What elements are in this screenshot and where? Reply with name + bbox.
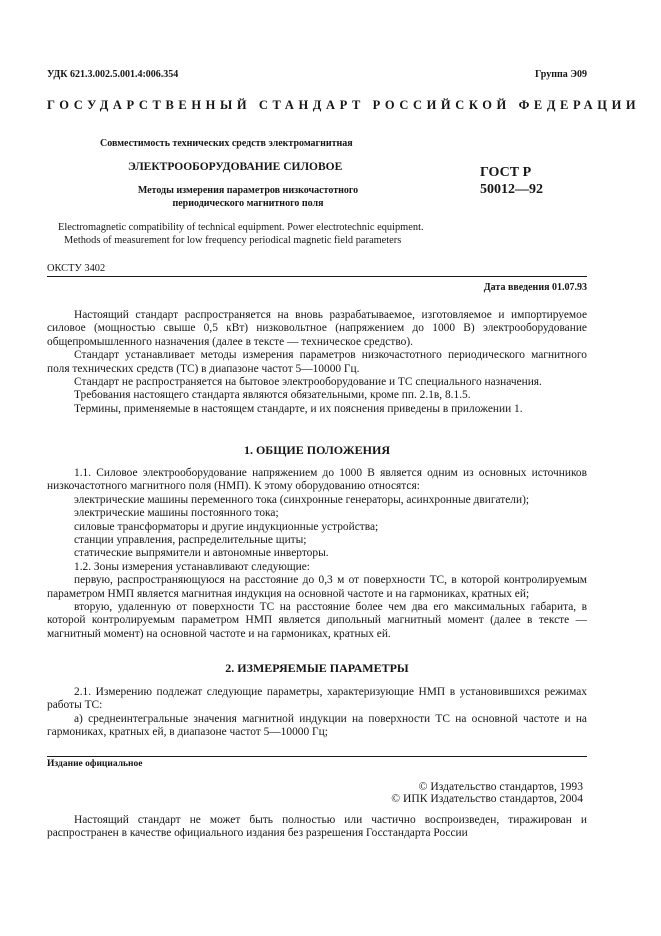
copyright-2004: © ИПК Издательство стандартов, 2004: [391, 792, 583, 805]
title-line-equipment: ЭЛЕКТРООБОРУДОВАНИЕ СИЛОВОЕ: [128, 161, 343, 173]
equipment-list-item: силовые трансформаторы и другие индукционные устройства;: [74, 520, 379, 533]
okstu-code: ОКСТУ 3402: [47, 263, 106, 274]
equipment-list-item: электрические машины постоянного тока;: [74, 507, 279, 520]
intro-paragraph: Стандарт не распространяется на бытовое электрооборудование и ТС специального назначения.: [74, 376, 542, 389]
gost-label: ГОСТ Р: [480, 165, 532, 180]
english-title-b: Methods of measurement for low frequency periodical magnetic field parameters: [64, 235, 402, 246]
section1-paragraph: 1.2. Зоны измерения устанавливают следующие:: [74, 560, 310, 573]
section1-paragraph: 1.1. Силовое электрооборудование напряжением до 1000 В является одним из основных источников низкочастотного магнитного поля (НМП). К этому оборудованию относятся:: [47, 467, 587, 493]
reproduction-notice-text: Настоящий стандарт не может быть полностью или частично воспроизведен, тиражирован и распространен в качестве официального издания без разрешения Госстандарта России: [47, 814, 587, 840]
reproduction-notice: [47, 814, 587, 841]
section2-heading: 2. ИЗМЕРЯЕМЫЕ ПАРАМЕТРЫ: [225, 661, 409, 675]
header-divider: [47, 276, 587, 277]
section1-heading: 1. ОБЩИЕ ПОЛОЖЕНИЯ: [243, 443, 391, 457]
title-line-methods-b: периодического магнитного поля: [172, 198, 324, 209]
section1-text: [47, 467, 587, 641]
intro-paragraph: Термины, применяемые в настоящем стандарте, и их пояснения приведены в приложении 1.: [74, 402, 523, 415]
english-title-a: Electromagnetic compatibility of technical equipment. Power electrotechnic equipment.: [58, 222, 424, 233]
intro-date: Дата введения 01.07.93: [483, 282, 587, 293]
official-edition-label: Издание официальное: [47, 759, 143, 769]
intro-paragraph: Настоящий стандарт распространяется на вновь разрабатываемое, изготовляемое и импортируемое силовое (мощностью свыше 0,5 кВт) низковольтное (напряжением до 1000 В) электрооборудование общепромышленного назначения (далее в тексте — техническое средство).: [47, 309, 587, 348]
equipment-list-item: станции управления, распределительные щиты;: [74, 534, 307, 547]
intro-text: [47, 309, 587, 416]
gost-number: 50012—92: [480, 182, 543, 197]
section1-paragraph: первую, распространяющуюся на расстояние до 0,3 м от поверхности ТС, в которой контролируемым параметром НМП является магнитная индукция на основной частоте и на гармониках, кратных ей;: [47, 574, 587, 600]
section1-paragraph: вторую, удаленную от поверхности ТС на расстояние более чем два его максимальных габарита, в которой контролируемым параметром НМП является дипольный магнитный момент (далее в тексте — магнитный момент) на основной частоте и на гармониках, кратных ей.: [47, 601, 587, 640]
state-standard-title: ГОСУДАРСТВЕННЫЙ СТАНДАРТ РОССИЙСКОЙ ФЕДЕРАЦИИ: [47, 98, 641, 112]
title-line-compatibility: Совместимость технических средств электромагнитная: [100, 138, 353, 149]
title-line-methods-a: Методы измерения параметров низкочастотного: [137, 185, 359, 196]
footer-divider: [47, 756, 587, 757]
intro-paragraph: Требования настоящего стандарта являются обязательными, кроме пп. 2.1в, 8.1.5.: [74, 389, 471, 402]
group-code: Группа Э09: [535, 69, 587, 80]
equipment-list-item: статические выпрямители и автономные инверторы.: [74, 547, 329, 560]
section2-text: [47, 686, 587, 740]
section2-paragraph: 2.1. Измерению подлежат следующие параметры, характеризующие НМП в установившихся режимах работы ТС:: [47, 686, 587, 712]
udk-code: УДК 621.3.002.5.001.4:006.354: [47, 69, 179, 80]
intro-paragraph: Стандарт устанавливает методы измерения параметров низкочастотного периодического магнитного поля технических средств (ТС) в диапазоне частот 5—10000 Гц.: [47, 349, 587, 375]
section2-paragraph: а) среднеинтегральные значения магнитной индукции на поверхности ТС на основной частоте и на гармониках, кратных ей, в диапазоне частот 5—10000 Гц;: [47, 712, 587, 739]
copyright-1993: © Издательство стандартов, 1993: [418, 780, 583, 793]
equipment-list-item: электрические машины переменного тока (синхронные генераторы, асинхронные двигатели);: [74, 493, 530, 506]
